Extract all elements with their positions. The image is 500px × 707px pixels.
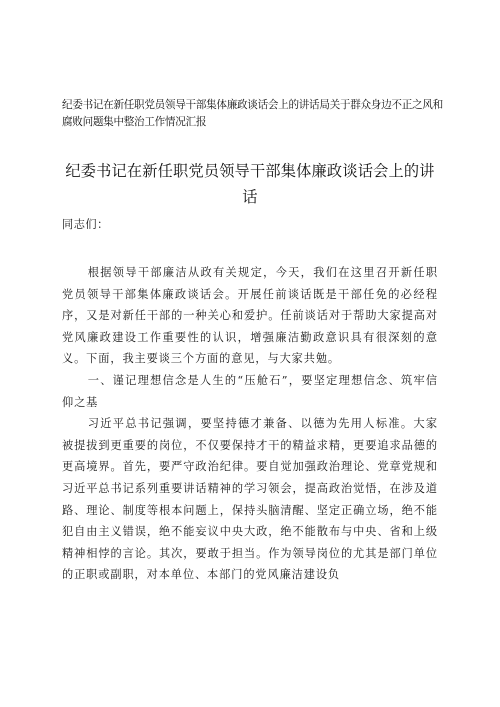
salutation: 同志们：: [62, 218, 109, 231]
paragraph-intro: 根据领导干部廉洁从政有关规定，今天，我们在这里召开新任职党员领导干部集体廉政谈话会。开展任前谈话既是干部任免的必经程序，又是对新任干部的一种关心和爱护。任前谈话对于帮助大家提高对党风廉政建设工作重要性的认识，增强廉洁勤政意识具有很深刻的意义。下面，我主要谈三个方面的意见，与大家共勉。: [62, 266, 438, 366]
section-heading-1: 一、谨记理想信念是人生的“压舱石”，要坚定理想信念、筑牢信仰之基: [62, 373, 438, 409]
speech-title: 纪委书记在新任职党员领导干部集体廉政谈话会上的讲话: [65, 162, 435, 206]
document-header: 纪委书记在新任职党员领导干部集体廉政谈话会上的讲话局关于群众身边不正之风和腐败问题集中整治工作情况汇报: [62, 99, 443, 128]
paragraph-section-1: 习近平总书记强调，要坚持德才兼备、以德为先用人标准。大家被提拔到更重要的岗位，不仅要保持才干的精益求精，更要追求品德的更高境界。首先，要严守政治纪律。要自觉加强政治理论、党章党规和习近平总书记系列重要讲话精神的学习领会，提高政治觉悟，在涉及道路、理论、制度等根本问题上，保持头脑清醒、坚定正确立场，绝不能犯自由主义错误，绝不能妄议中央大政，绝不能散布与中央、省和上级精神相悖的言论。其次，要敢于担当。作为领导岗位的尤其是部门单位的正职或副职，对本单位、本部门的党风廉洁建设负: [62, 417, 438, 582]
speech-body: [62, 262, 438, 586]
